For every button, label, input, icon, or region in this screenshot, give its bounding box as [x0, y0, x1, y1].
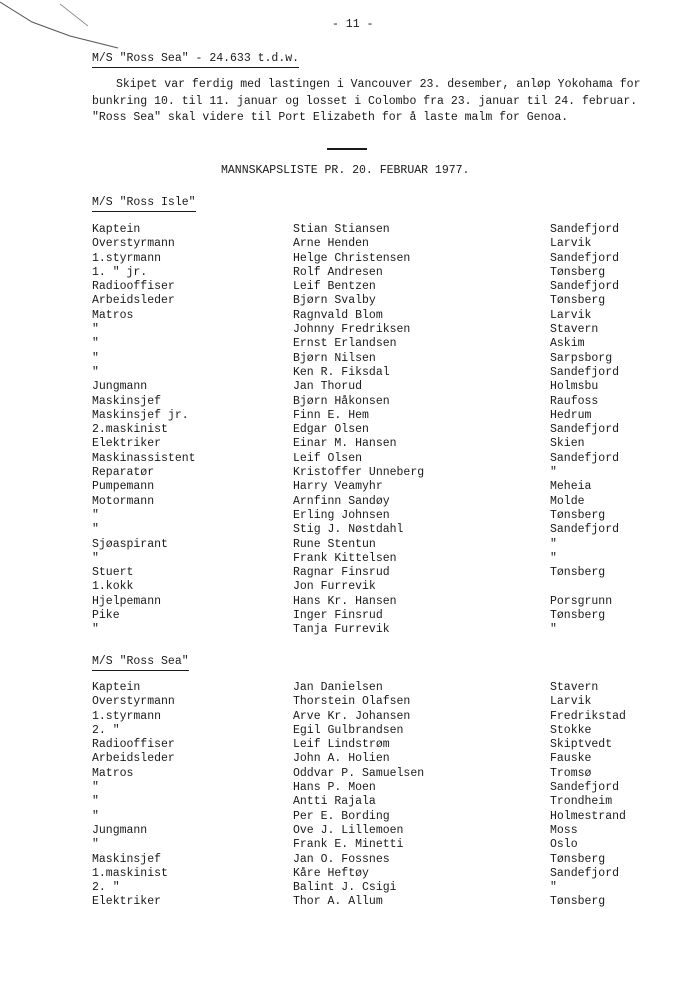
crew-name: Jan O. Fossnes	[293, 852, 390, 866]
section-divider	[327, 148, 367, 150]
crew-name: Bjørn Håkonsen	[293, 394, 390, 408]
crew-name: Bjørn Svalby	[293, 294, 376, 308]
crew-hometown: "	[550, 466, 557, 480]
crew-rank: "	[92, 551, 99, 565]
crew-hometown: Tønsberg	[550, 508, 606, 522]
crew-name: Ragnar Finsrud	[293, 566, 390, 580]
crew-rank: Arbeidsleder	[92, 294, 175, 308]
crew-rank: Maskinsjef	[92, 852, 162, 866]
crew-hometown: Stavern	[550, 323, 599, 337]
crew-name: Hans P. Moen	[293, 781, 376, 795]
crew-rank: Elektriker	[92, 437, 162, 451]
crew-rank: "	[92, 508, 99, 522]
crew-hometown: Tønsberg	[550, 609, 606, 623]
crew-rank: 1.kokk	[92, 580, 134, 594]
crew-name: Per E. Bording	[293, 809, 390, 823]
crew-rank: Maskinsjef	[92, 394, 162, 408]
crew-hometown: Sandefjord	[550, 423, 620, 437]
crew-list-title: MANNSKAPSLISTE PR. 20. FEBRUAR 1977.	[221, 164, 470, 177]
crew-name: Leif Olsen	[293, 451, 363, 465]
crew-rank: Pumpemann	[92, 480, 155, 494]
crew-name: Oddvar P. Samuelsen	[293, 766, 425, 780]
crew-hometown: Sarpsborg	[550, 351, 613, 365]
crew-rank: "	[92, 623, 99, 637]
crew-name: Leif Bentzen	[293, 280, 376, 294]
crew-hometown: Oslo	[550, 838, 578, 852]
crew-hometown: "	[550, 623, 557, 637]
crew-rank: "	[92, 365, 99, 379]
crew-name: Balint J. Csigi	[293, 881, 397, 895]
crew-hometown: Sandefjord	[550, 523, 620, 537]
crew-rank: "	[92, 781, 99, 795]
crew-name: Leif Lindstrøm	[293, 738, 390, 752]
crew-hometown: Tønsberg	[550, 265, 606, 279]
crew-name: Thor A. Allum	[293, 895, 383, 909]
crew-rank: Kaptein	[92, 223, 141, 236]
crew-rank: Maskinsjef jr.	[92, 408, 189, 422]
crew-name: Kristoffer Unneberg	[293, 466, 425, 480]
crew-rank: 1.styrmann	[92, 251, 162, 265]
crew-name: Jan Thorud	[293, 380, 363, 394]
crew-rank: 1.maskinist	[92, 866, 168, 880]
crew-hometown: "	[550, 537, 557, 551]
crew-name: Johnny Fredriksen	[293, 323, 411, 337]
crew-hometown: Tønsberg	[550, 852, 606, 866]
crew-name: Frank Kittelsen	[293, 551, 397, 565]
crew-hometown: Sandefjord	[550, 280, 620, 294]
crew-name: Ragnvald Blom	[293, 308, 383, 322]
crew-hometown: Tromsø	[550, 766, 592, 780]
crew-hometown: Askim	[550, 337, 585, 351]
crew-hometown: Fauske	[550, 752, 592, 766]
crew-hometown: Larvik	[550, 237, 592, 251]
crew-rank: 2. "	[92, 723, 120, 737]
ship-report-heading: M/S "Ross Sea" - 24.633 t.d.w.	[92, 52, 299, 68]
crew-hometown: Sandefjord	[550, 451, 620, 465]
crew-hometown: Tønsberg	[550, 566, 606, 580]
crew-name: Einar M. Hansen	[293, 437, 397, 451]
crew-rank: Kaptein	[92, 681, 141, 694]
crew-rank: Radiooffiser	[92, 280, 175, 294]
crew-name: John A. Holien	[293, 752, 390, 766]
crew-hometown: Molde	[550, 494, 585, 508]
crew-name: Harry Veamyhr	[293, 480, 383, 494]
crew-name: Edgar Olsen	[293, 423, 369, 437]
crew-rank: Radiooffiser	[92, 738, 175, 752]
crew-name: Arnfinn Sandøy	[293, 494, 390, 508]
crew-rank: "	[92, 351, 99, 365]
crew-name: Ove J. Lillemoen	[293, 823, 404, 837]
crew-hometown: Skien	[550, 437, 585, 451]
crew-hometown: "	[550, 881, 557, 895]
crew-rank: Overstyrmann	[92, 695, 175, 709]
crew-hometown: Sandefjord	[550, 365, 620, 379]
crew-rank: 2.maskinist	[92, 423, 168, 437]
crew-hometown: "	[550, 551, 557, 565]
crew-hometown: Larvik	[550, 308, 592, 322]
ship-report-paragraph	[92, 77, 652, 127]
crew-hometown: Sandefjord	[550, 866, 620, 880]
crew-rank: Jungmann	[92, 823, 148, 837]
ship-heading-ross-sea: M/S "Ross Sea"	[92, 655, 189, 671]
crew-name: Arve Kr. Johansen	[293, 709, 411, 723]
crew-name: Arne Henden	[293, 237, 369, 251]
crew-name: Ken R. Fiksdal	[293, 365, 390, 379]
crew-hometown: Sandefjord	[550, 251, 620, 265]
crew-name: Ernst Erlandsen	[293, 337, 397, 351]
crew-rank: Reparatør	[92, 466, 155, 480]
crew-name: Frank E. Minetti	[293, 838, 404, 852]
crew-rank: 1. " jr.	[92, 265, 148, 279]
crew-name: Stian Stiansen	[293, 223, 390, 236]
crew-hometown: Tønsberg	[550, 895, 606, 909]
crew-hometown: Stokke	[550, 723, 592, 737]
crew-rank: 2. "	[92, 881, 120, 895]
crew-hometown: Holmsbu	[550, 380, 599, 394]
crew-hometown: Stavern	[550, 681, 599, 694]
crew-rank: Stuert	[92, 566, 134, 580]
crew-rank: Hjelpemann	[92, 594, 162, 608]
crew-name: Tanja Furrevik	[293, 623, 390, 637]
crew-rank: Pike	[92, 609, 120, 623]
crew-hometown: Hedrum	[550, 408, 592, 422]
crew-name: Inger Finsrud	[293, 609, 383, 623]
crew-rank: Elektriker	[92, 895, 162, 909]
crew-rank: Matros	[92, 766, 134, 780]
crew-rank: "	[92, 838, 99, 852]
crew-hometown: Fredrikstad	[550, 709, 626, 723]
crew-name: Hans Kr. Hansen	[293, 594, 397, 608]
crew-rank: "	[92, 795, 99, 809]
crew-rank: "	[92, 323, 99, 337]
page-number: - 11 -	[332, 18, 374, 31]
crew-rank: 1.styrmann	[92, 709, 162, 723]
crew-name: Antti Rajala	[293, 795, 376, 809]
crew-name: Kåre Heftøy	[293, 866, 369, 880]
crew-name: Jon Furrevik	[293, 580, 376, 594]
crew-hometown: Skiptvedt	[550, 738, 613, 752]
crew-name: Thorstein Olafsen	[293, 695, 411, 709]
crew-name: Rolf Andresen	[293, 265, 383, 279]
crew-name: Bjørn Nilsen	[293, 351, 376, 365]
crew-hometown: Holmestrand	[550, 809, 626, 823]
crew-hometown: Sandefjord	[550, 223, 620, 236]
crew-name: Stig J. Nøstdahl	[293, 523, 404, 537]
ship-heading-ross-isle: M/S "Ross Isle"	[92, 196, 196, 212]
crew-hometown: Raufoss	[550, 394, 599, 408]
crew-name: Rune Stentun	[293, 537, 376, 551]
report-text: Skipet var ferdig med lastingen i Vancouver 23. desember, anløp Yokohama for bunkring 10. til 11. januar og losset i Colombo fra 23. januar til 24. februar. "Ross Sea" skal videre til Port Elizabeth for å laste malm for Genoa.	[92, 78, 641, 124]
crew-rank: Sjøaspirant	[92, 537, 168, 551]
crew-hometown: Moss	[550, 823, 578, 837]
crew-rank: "	[92, 809, 99, 823]
crew-rank: Jungmann	[92, 380, 148, 394]
crew-name: Jan Danielsen	[293, 681, 383, 694]
crew-rank: Matros	[92, 308, 134, 322]
crew-rank: Arbeidsleder	[92, 752, 175, 766]
crew-hometown: Larvik	[550, 695, 592, 709]
crew-name: Helge Christensen	[293, 251, 411, 265]
crew-rank: "	[92, 337, 99, 351]
crew-name: Erling Johnsen	[293, 508, 390, 522]
crew-rank: Overstyrmann	[92, 237, 175, 251]
crew-hometown: Sandefjord	[550, 781, 620, 795]
crew-rank: "	[92, 523, 99, 537]
crew-rank: Motormann	[92, 494, 155, 508]
crew-hometown: Porsgrunn	[550, 594, 613, 608]
crew-rank: Maskinassistent	[92, 451, 196, 465]
crew-name: Finn E. Hem	[293, 408, 369, 422]
crew-name: Egil Gulbrandsen	[293, 723, 404, 737]
crew-hometown: Meheia	[550, 480, 592, 494]
crew-hometown: Tønsberg	[550, 294, 606, 308]
crew-hometown: Trondheim	[550, 795, 613, 809]
